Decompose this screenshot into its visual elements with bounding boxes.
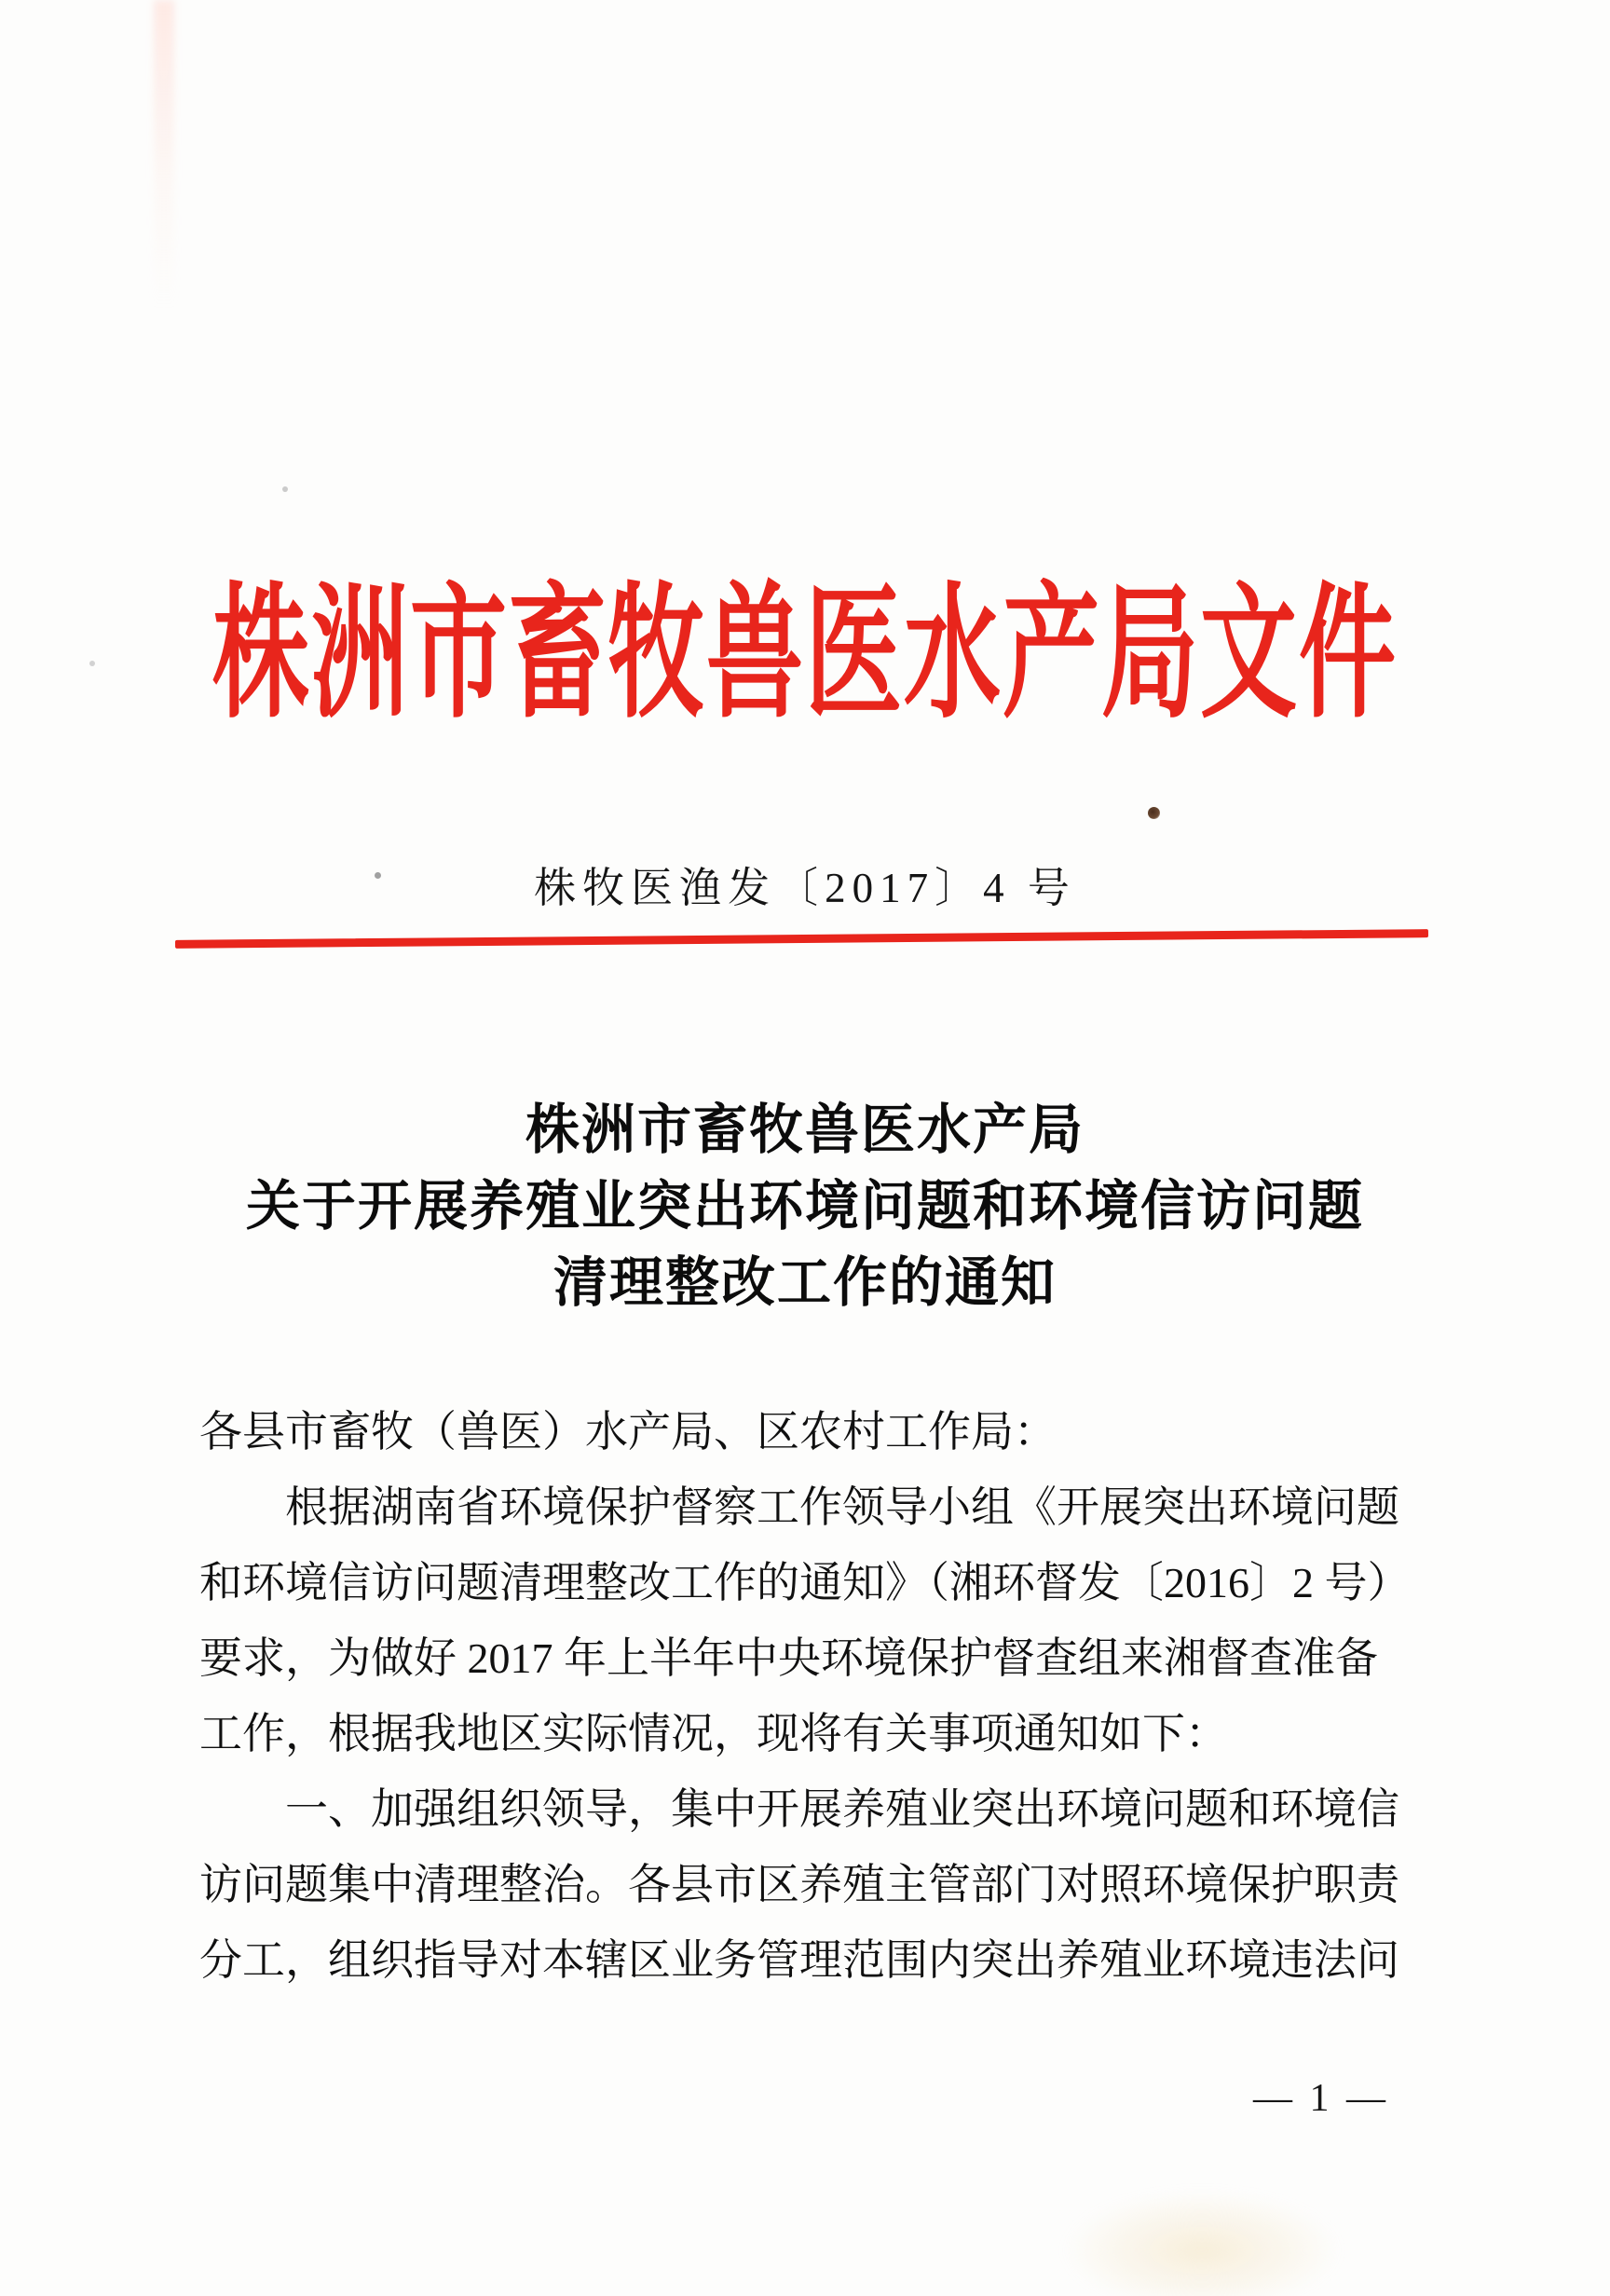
body-text-line: 访问题集中清理整治。各县市区养殖主管部门对照环境保护职责 — [199, 1861, 1399, 1908]
page-number: — 1 — — [1253, 2077, 1389, 2120]
body-text-line: 要求，为做好 2017 年上半年中央环境保护督查组来湘督查准备 — [199, 1634, 1378, 1682]
body-text-line: 一、加强组织领导，集中开展养殖业突出环境问题和环境信 — [285, 1785, 1399, 1833]
document-body — [199, 1394, 1412, 1998]
letterhead-agency-title: 株洲市畜牧兽医水产局文件 — [211, 575, 1398, 736]
scan-speck — [89, 661, 95, 666]
body-text-line: 根据湖南省环境保护督察工作领导小组《开展突出环境问题 — [285, 1483, 1399, 1531]
document-title-line: 株洲市畜牧兽医水产局 — [525, 1100, 1085, 1160]
red-separator-rule — [175, 929, 1428, 949]
document-reference-number: 株牧医渔发〔2017〕4 号 — [534, 865, 1076, 911]
scan-streak-artifact — [154, 0, 174, 308]
document-title — [0, 1092, 1610, 1321]
document-title-line: 关于开展养殖业突出环境问题和环境信访问题 — [245, 1176, 1364, 1237]
body-text-line: 各县市畜牧（兽医）水产局、区农村工作局： — [199, 1408, 1057, 1456]
scan-smudge-artifact — [1062, 2190, 1342, 2296]
body-text-line: 分工，组织指导对本辖区业务管理范围内突出养殖业环境违法问 — [199, 1936, 1399, 1984]
scan-speck — [375, 872, 381, 879]
body-text-line: 工作，根据我地区实际情况，现将有关事项通知如下： — [199, 1710, 1228, 1757]
document-title-line: 清理整改工作的通知 — [553, 1252, 1057, 1313]
body-text-line: 和环境信访问题清理整改工作的通知》（湘环督发〔2016〕2 号） — [199, 1559, 1411, 1606]
scan-speck — [282, 486, 288, 492]
scan-speck — [1148, 807, 1160, 819]
